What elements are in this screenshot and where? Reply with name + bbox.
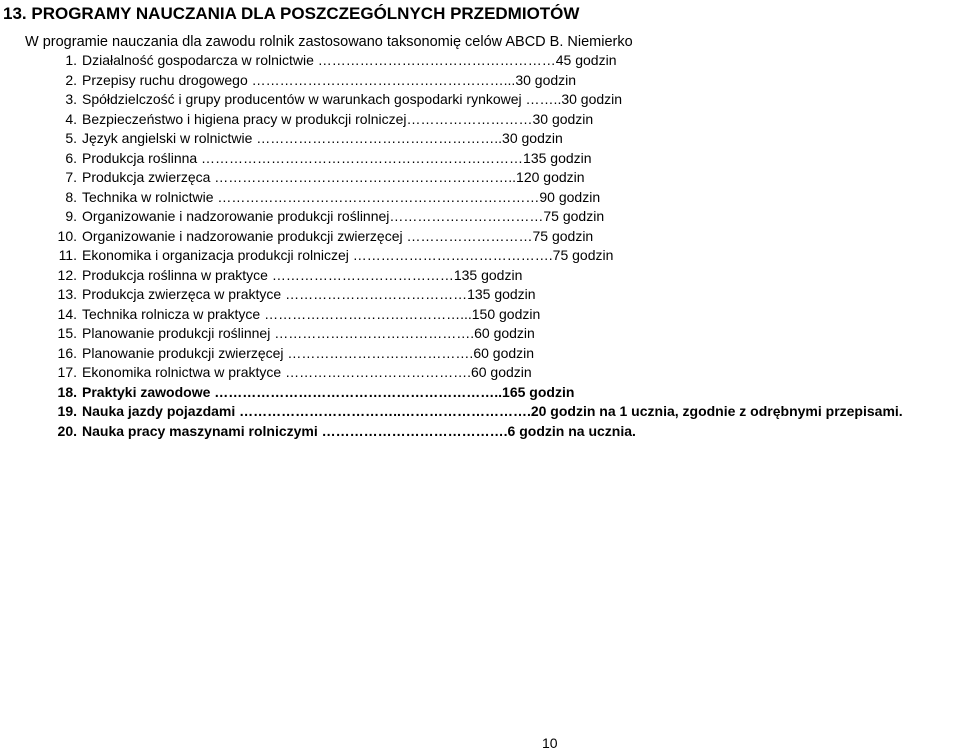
list-item: [0, 306, 960, 325]
list-item: [0, 267, 960, 286]
list-item: [0, 286, 960, 305]
list-item-number: 6.: [65, 149, 77, 166]
list-item-number: 18.: [57, 383, 77, 400]
list-item-text: Spółdzielczość i grupy producentów w warunkach gospodarki rynkowej ……..30 godzin: [82, 91, 623, 107]
list-item-number: 15.: [57, 325, 77, 341]
list-item-number: 13.: [57, 286, 77, 302]
list-item-text: Planowanie produkcji roślinnej …………………………………….60 godzin: [82, 325, 535, 341]
list-item-text: Działalność gospodarcza w rolnictwie ……………………………………………45 godzin: [82, 52, 617, 68]
list-item: [0, 72, 960, 91]
list-item-text: Język angielski w rolnictwie ……………………………………………..30 godzin: [82, 130, 563, 146]
list-item-number: 9.: [65, 208, 77, 224]
list-item: [0, 364, 960, 383]
list-item-number: 2.: [65, 71, 77, 88]
list-item-number: 7.: [65, 169, 77, 185]
list-item-text: Przepisy ruchu drogowego ………………………………………………...30 godzin: [82, 71, 577, 88]
list-item-number: 19.: [57, 403, 77, 419]
list-item-text: Nauka pracy maszynami rolniczymi ………………………………….6 godzin na ucznia.: [82, 422, 636, 439]
list-item-number: 12.: [57, 266, 77, 283]
list-item-number: 14.: [57, 305, 77, 322]
list-item-text: Produkcja roślinna w praktyce …………………………………135 godzin: [82, 266, 523, 283]
list-item-number: 4.: [65, 110, 77, 127]
list-item-text: Produkcja zwierzęca w praktyce …………………………………135 godzin: [82, 286, 536, 302]
list-item-text: Nauka jazdy pojazdami ……………………………..……………………….20 godzin na 1 ucznia, zgodnie z odrębnymi przepisami.: [82, 403, 903, 419]
list-item: [0, 169, 960, 188]
list-item-text: Planowanie produkcji zwierzęcej ………………………………….60 godzin: [82, 344, 535, 361]
list-item-text: Produkcja zwierzęca ………………………………………………………..120 godzin: [82, 169, 585, 185]
list-item: [0, 228, 960, 247]
list-item: [0, 189, 960, 208]
list-item-text: Ekonomika rolnictwa w praktyce ………………………………….60 godzin: [82, 364, 532, 380]
list-item-text: Produkcja roślinna ……………………………………………………………135 godzin: [82, 149, 592, 166]
list-item-number: 20.: [57, 422, 77, 439]
list-item: [0, 91, 960, 110]
list-item: [0, 384, 960, 403]
list-item-number: 1.: [65, 52, 77, 68]
list-item-number: 3.: [65, 91, 77, 107]
list-item: [0, 403, 960, 422]
page-number: 10: [542, 735, 558, 751]
list-item-number: 16.: [57, 344, 77, 361]
list-item-text: Organizowanie i nadzorowanie produkcji zwierzęcej ………………………75 godzin: [82, 227, 594, 244]
list-item: [0, 208, 960, 227]
list-item: [0, 111, 960, 130]
list-item: [0, 325, 960, 344]
list-item-text: Praktyki zawodowe ……………………………………………………..165 godzin: [82, 383, 575, 400]
list-item-number: 11.: [58, 247, 77, 263]
list-item: [0, 130, 960, 149]
section-title: 13. PROGRAMY NAUCZANIA DLA POSZCZEGÓLNYCH PRZEDMIOTÓW: [3, 4, 580, 23]
list-item-text: Ekonomika i organizacja produkcji rolniczej …………………………………….75 godzin: [82, 247, 614, 263]
list-item: [0, 247, 960, 266]
list-item-number: 10.: [57, 227, 77, 244]
list-item-number: 17.: [57, 364, 77, 380]
list-item-text: Technika rolnicza w praktyce ……………………………………...150 godzin: [82, 305, 541, 322]
list-item-text: Bezpieczeństwo i higiena pracy w produkcji rolniczej………………………30 godzin: [82, 110, 594, 127]
list-item-number: 5.: [65, 130, 77, 146]
list-item: [0, 345, 960, 364]
list-item-text: Organizowanie i nadzorowanie produkcji roślinnej……………………………75 godzin: [82, 208, 605, 224]
list-item-number: 8.: [65, 188, 77, 205]
list-item: [0, 52, 960, 71]
list-item-text: Technika w rolnictwie ……………………………………………………………90 godzin: [82, 188, 601, 205]
list-item: [0, 423, 960, 442]
list-item: [0, 150, 960, 169]
intro-text: W programie nauczania dla zawodu rolnik zastosowano taksonomię celów ABCD B. Niemierko: [25, 34, 633, 50]
